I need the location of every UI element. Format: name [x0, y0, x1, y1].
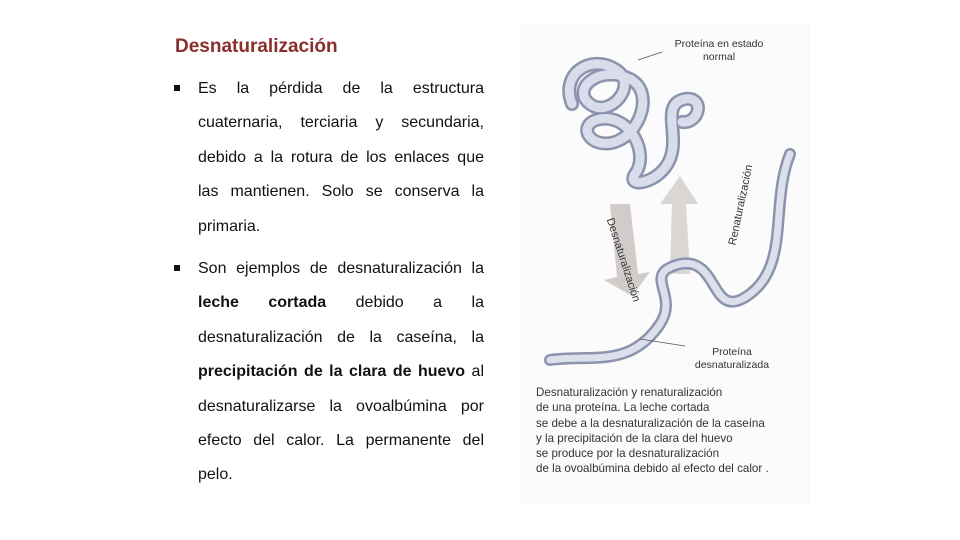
label-normal-protein: [654, 38, 784, 64]
protein-figure: [520, 24, 810, 504]
label-line: Proteína: [712, 346, 752, 358]
folded-protein-shape: [569, 64, 698, 183]
label-denatured-protein: [682, 346, 782, 372]
bullet-examples: [172, 252, 484, 493]
bullet-text-part: debido a la desnaturalización de la caseína, la: [198, 294, 485, 346]
label-line: Proteína en estado: [674, 38, 764, 50]
bullet-text-part: al desnaturalizarse la ovoalbúmina por efecto del calor. La permanente del pelo.: [198, 363, 484, 484]
figure-caption: [536, 385, 806, 477]
arrow-label-desnaturalizacion: Desnaturalización: [603, 216, 643, 304]
bullet-text-part: Son ejemplos de desnaturalización la: [198, 260, 484, 278]
denatured-protein-shape: [550, 154, 790, 360]
arrow-label-renaturalizacion: Renaturalización: [726, 163, 756, 247]
bullet-text: Es la pérdida de la estructura cuaternaria, terciaria y secundaria, debido a la rotura de los enlaces que las mantienen. Solo se conserva la primaria.: [198, 80, 484, 235]
caption-line: se debe a la desnaturalización de la caseína: [536, 416, 765, 430]
caption-line: Desnaturalización y renaturalización: [536, 386, 723, 399]
caption-line: y la precipitación de la clara del huevo: [536, 431, 733, 445]
label-line: desnaturalizada: [694, 359, 770, 371]
caption-line: de una proteína. La leche cortada: [536, 401, 710, 415]
slide-title: Desnaturalización: [175, 36, 338, 57]
bullet-list: [172, 72, 484, 493]
square-bullet-icon: [174, 265, 180, 271]
caption-line: de la ovoalbúmina debido al efecto del calor .: [536, 462, 769, 476]
label-line: normal: [702, 51, 736, 63]
square-bullet-icon: [174, 85, 180, 91]
bullet-definition: [172, 72, 484, 244]
caption-line: se produce por la desnaturalización: [536, 447, 720, 461]
bold-term-clara-huevo: precipitación de la clara de huevo: [198, 363, 466, 381]
bold-term-leche-cortada: leche cortada: [198, 294, 327, 312]
